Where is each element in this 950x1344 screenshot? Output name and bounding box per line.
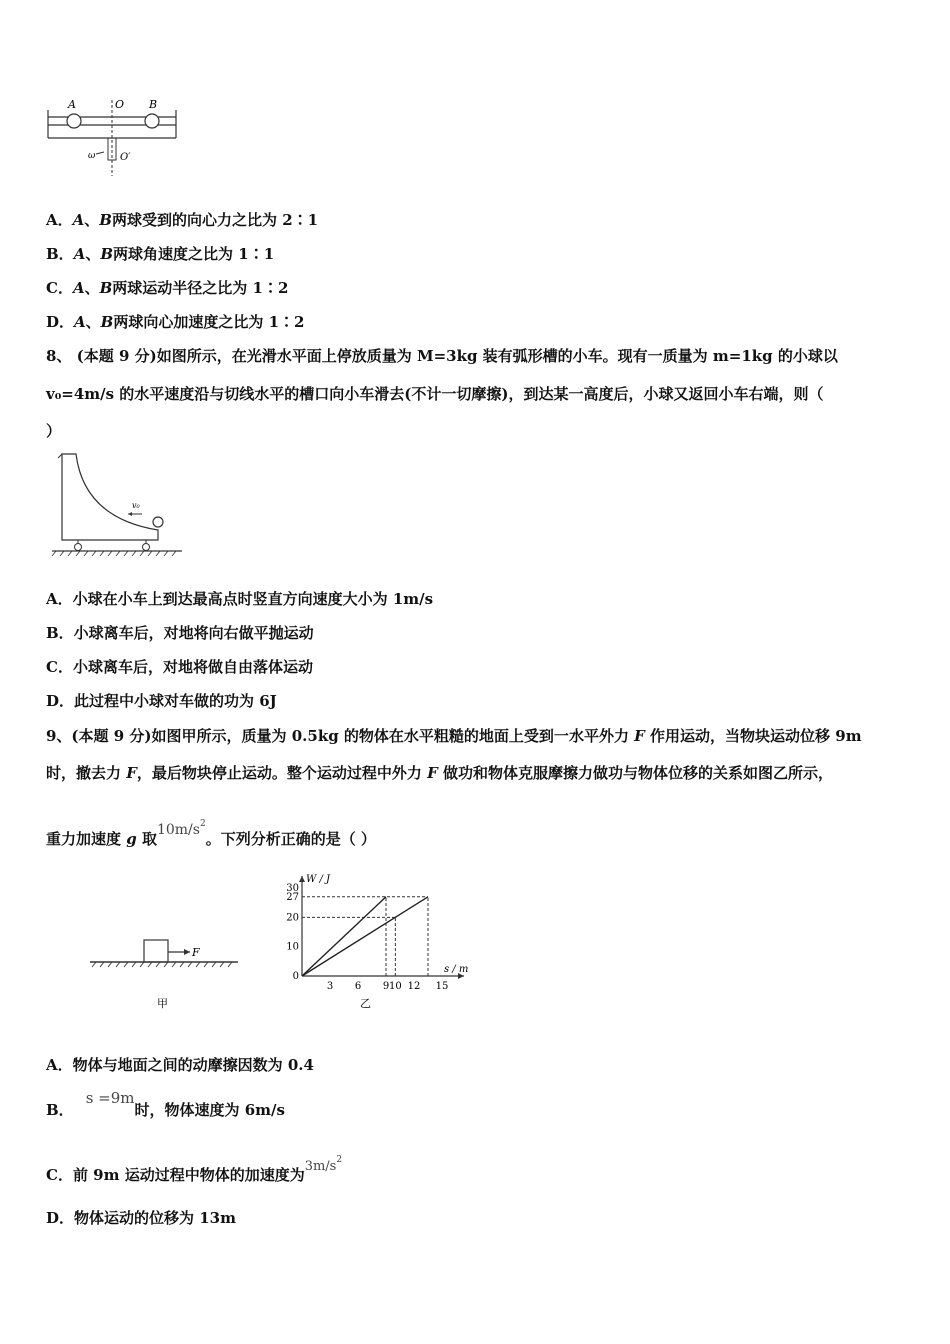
q9-stem-line3: 重力加速度 g 取$10m/s^2$。下列分析正确的是（ ） bbox=[46, 819, 376, 848]
q9-option-d: D．物体运动的位移为 13m bbox=[46, 1209, 236, 1227]
y-tick-0: 0 bbox=[292, 971, 299, 982]
label-o: O bbox=[115, 98, 125, 111]
y-tick-30: 30 bbox=[286, 883, 299, 894]
block-figure bbox=[88, 934, 244, 1014]
y-tick-27: 27 bbox=[286, 891, 299, 903]
q9-stem-line1: 9、(本题 9 分)如图甲所示，质量为 0.5kg 的物体在水平粗糙的地面上受到一水平外力 F 作用运动，当物块运动位移 9m bbox=[46, 727, 862, 745]
block bbox=[144, 940, 168, 962]
label-yi: 乙 bbox=[360, 997, 371, 1010]
series-line-1 bbox=[302, 897, 428, 976]
y-axis-arrow bbox=[299, 876, 305, 882]
label-o-prime: O′ bbox=[120, 152, 131, 163]
q7-option-b: B．A、B两球角速度之比为 1∶1 bbox=[46, 245, 275, 263]
q8-option-d: D．此过程中小球对车做的功为 6J bbox=[46, 692, 277, 710]
q8-option-b: B．小球离车后，对地将向右做平抛运动 bbox=[46, 624, 314, 642]
y-tick-10: 10 bbox=[286, 941, 299, 953]
x-tick-6: 6 bbox=[354, 981, 362, 992]
q8-option-c: C．小球离车后，对地将做自由落体运动 bbox=[46, 658, 313, 676]
q9-stem-line2: 时，撤去力 F，最后物块停止运动。整个运动过程中外力 F 做功和物体克服摩擦力做功与物体位移的关系如图乙所示， bbox=[46, 764, 834, 782]
rotating-rod-figure bbox=[44, 96, 184, 178]
q8-stem-line2: v₀=4m/s 的水平速度沿与切线水平的槽口向小车滑去(不计一切摩擦)，到达某一高度后，小球又返回小车右端，则（ bbox=[46, 385, 824, 403]
x-tick-3: 3 bbox=[326, 981, 334, 992]
label-omega: ω bbox=[88, 151, 96, 161]
x-tick-12: 12 bbox=[407, 981, 421, 992]
q7-option-a: A．A、B两球受到的向心力之比为 2∶1 bbox=[46, 211, 319, 229]
q9-option-b: B．s =9m时，物体速度为 6m/s bbox=[46, 1089, 285, 1119]
series-line-0 bbox=[302, 897, 386, 976]
work-displacement-chart bbox=[280, 868, 480, 1014]
chart-xlabel: s / m bbox=[444, 964, 469, 975]
label-a: A bbox=[68, 98, 76, 111]
q9-option-c: C．前 9m 运动过程中物体的加速度为$3m/s^2$ bbox=[46, 1155, 343, 1184]
q9-option-a: A．物体与地面之间的动摩擦因数为 0.4 bbox=[46, 1056, 314, 1074]
ball-a bbox=[67, 114, 81, 128]
small-ball bbox=[153, 517, 163, 527]
cart-figure bbox=[46, 448, 186, 560]
q7-option-d: D．A、B两球向心加速度之比为 1∶2 bbox=[46, 313, 305, 331]
x-tick-15: 15 bbox=[435, 981, 449, 992]
force-label: F bbox=[192, 946, 200, 959]
q8-option-a: A．小球在小车上到达最高点时竖直方向速度大小为 1m/s bbox=[46, 590, 434, 608]
label-v0: v₀ bbox=[132, 501, 140, 510]
q8-stem-line1: 8、 (本题 9 分)如图所示，在光滑水平面上停放质量为 M=3kg 装有弧形槽的小车。现有一质量为 m=1kg 的小球以 bbox=[46, 347, 838, 365]
y-tick-20: 20 bbox=[286, 912, 299, 924]
x-tick-9: 9 bbox=[382, 981, 390, 992]
chart-ylabel: W / J bbox=[306, 874, 331, 885]
q8-stem-line3: ） bbox=[46, 422, 62, 440]
x-tick-10: 10 bbox=[388, 981, 402, 992]
label-b: B bbox=[149, 98, 158, 111]
ball-b bbox=[145, 114, 159, 128]
q7-option-c: C．A、B两球运动半径之比为 1∶2 bbox=[46, 279, 289, 297]
label-jia: 甲 bbox=[157, 997, 168, 1010]
